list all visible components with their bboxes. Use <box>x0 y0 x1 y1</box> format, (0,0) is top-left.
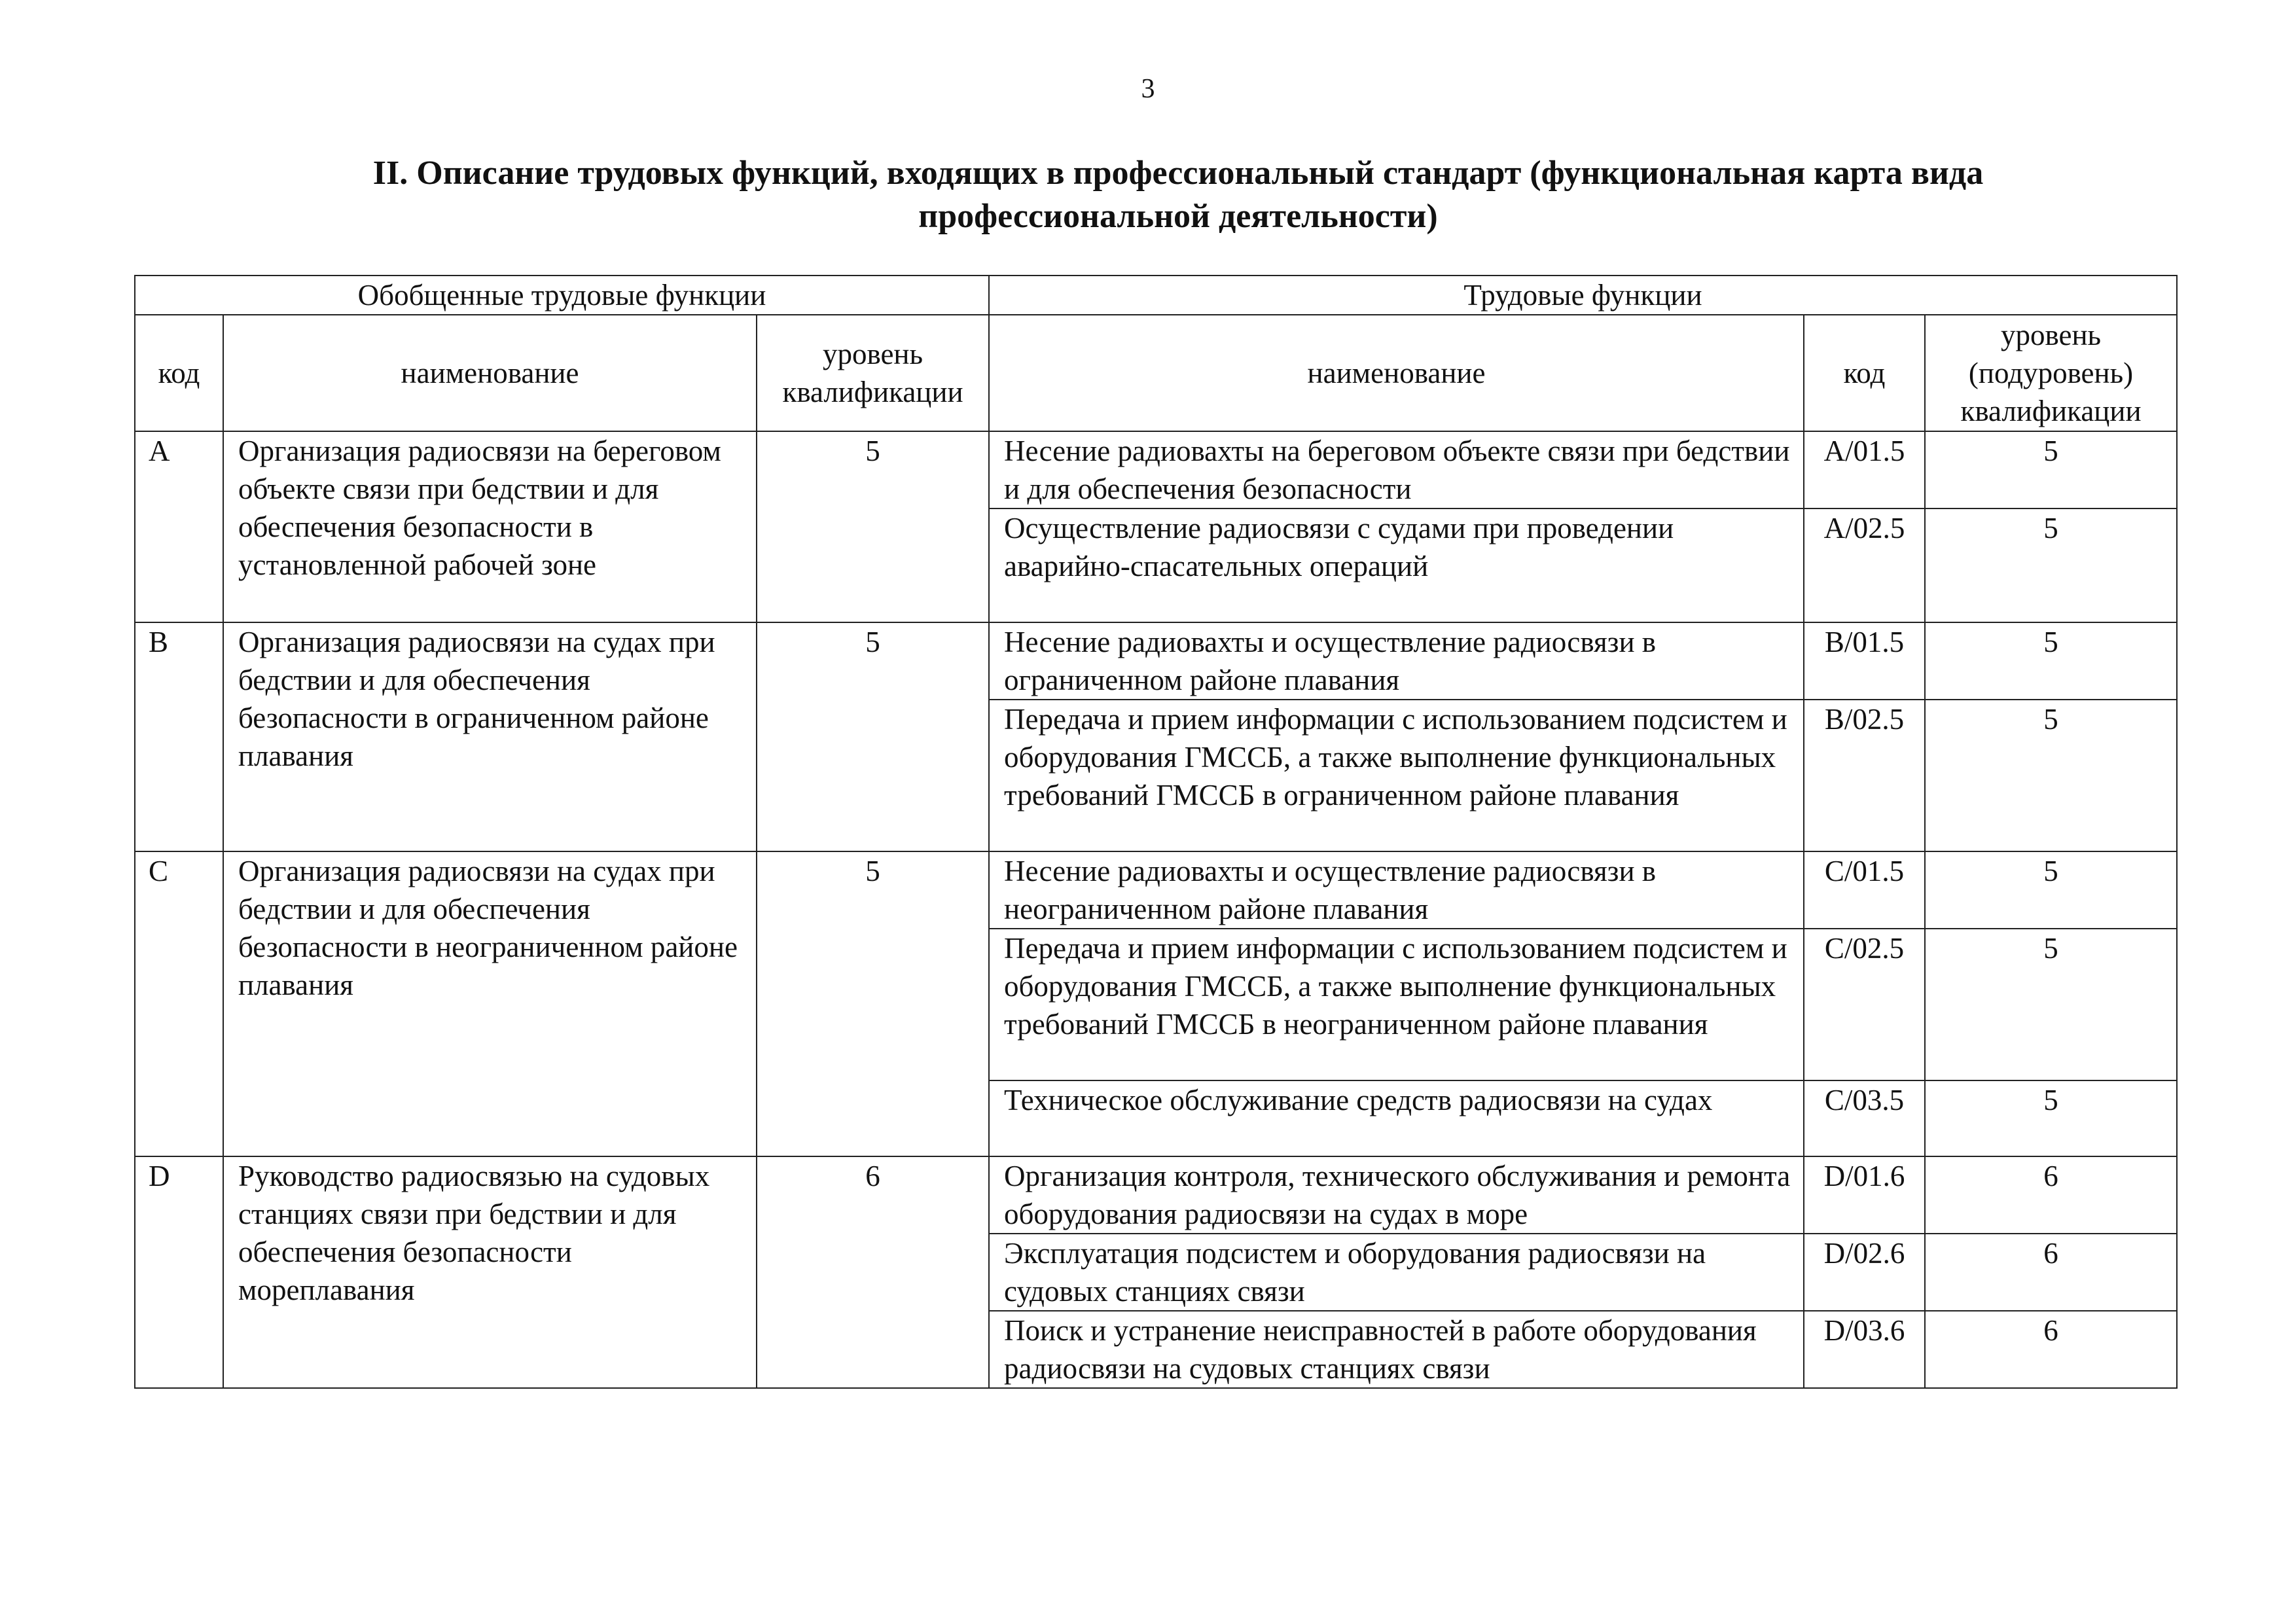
lf-code-c-01: C/01.5 <box>1804 851 1925 929</box>
lf-name-c-01: Несение радиовахты и осуществление радиосвязи в неограниченном районе плавания <box>989 851 1804 929</box>
column-header-level: уровень квалификации <box>757 315 989 431</box>
lf-level-c-01: 5 <box>1925 851 2177 929</box>
lf-code-a-01: A/01.5 <box>1804 431 1925 508</box>
lf-name-c-02: Передача и прием информации с использованием подсистем и оборудования ГМССБ, а также выполнение функциональных требований ГМССБ в неограниченном районе плавания <box>989 929 1804 1080</box>
gf-name-b: Организация радиосвязи на судах при бедствии и для обеспечения безопасности в ограниченном районе плавания <box>223 622 757 851</box>
lf-name-a-02: Осуществление радиосвязи с судами при проведении аварийно-спасательных операций <box>989 508 1804 622</box>
gf-level-a: 5 <box>757 431 989 622</box>
gf-name-c: Организация радиосвязи на судах при бедствии и для обеспечения безопасности в неограниченном районе плавания <box>223 851 757 1156</box>
lf-level-a-01: 5 <box>1925 431 2177 508</box>
column-header-sublevel: уровень (подуровень) квалификации <box>1925 315 2177 431</box>
lf-code-b-01: B/01.5 <box>1804 622 1925 700</box>
lf-level-a-02: 5 <box>1925 508 2177 622</box>
gf-code-a: A <box>135 431 223 622</box>
lf-level-b-02: 5 <box>1925 700 2177 851</box>
gf-code-d: D <box>135 1156 223 1388</box>
gf-level-d: 6 <box>757 1156 989 1388</box>
lf-level-d-03: 6 <box>1925 1311 2177 1388</box>
lf-level-c-02: 5 <box>1925 929 2177 1080</box>
lf-code-c-02: C/02.5 <box>1804 929 1925 1080</box>
lf-name-d-03: Поиск и устранение неисправностей в работе оборудования радиосвязи на судовых станциях связи <box>989 1311 1804 1388</box>
header-labor-functions: Трудовые функции <box>989 276 2177 315</box>
lf-code-d-02: D/02.6 <box>1804 1234 1925 1311</box>
lf-code-c-03: C/03.5 <box>1804 1080 1925 1156</box>
lf-level-c-03: 5 <box>1925 1080 2177 1156</box>
lf-code-a-02: A/02.5 <box>1804 508 1925 622</box>
lf-code-d-03: D/03.6 <box>1804 1311 1925 1388</box>
lf-name-d-02: Эксплуатация подсистем и оборудования радиосвязи на судовых станциях связи <box>989 1234 1804 1311</box>
lf-name-b-02: Передача и прием информации с использованием подсистем и оборудования ГМССБ, а также выполнение функциональных требований ГМССБ в ограниченном районе плавания <box>989 700 1804 851</box>
column-header-name: наименование <box>223 315 757 431</box>
column-header-code: код <box>135 315 223 431</box>
header-generalized-functions: Обобщенные трудовые функции <box>135 276 989 315</box>
lf-name-b-01: Несение радиовахты и осуществление радиосвязи в ограниченном районе плавания <box>989 622 1804 700</box>
lf-name-d-01: Организация контроля, технического обслуживания и ремонта оборудования радиосвязи на судах в море <box>989 1156 1804 1234</box>
gf-name-a: Организация радиосвязи на береговом объекте связи при бедствии и для обеспечения безопасности в установленной рабочей зоне <box>223 431 757 622</box>
page-number: 3 <box>1141 74 1155 104</box>
lf-level-d-01: 6 <box>1925 1156 2177 1234</box>
lf-name-c-03: Техническое обслуживание средств радиосвязи на судах <box>989 1080 1804 1156</box>
lf-level-d-02: 6 <box>1925 1234 2177 1311</box>
gf-name-d: Руководство радиосвязью на судовых станциях связи при бедствии и для обеспечения безопасности мореплавания <box>223 1156 757 1388</box>
page-title <box>196 152 2160 238</box>
column-header-labor-code: код <box>1804 315 1925 431</box>
functional-map-table <box>134 275 2178 1389</box>
lf-code-d-01: D/01.6 <box>1804 1156 1925 1234</box>
lf-name-a-01: Несение радиовахты на береговом объекте связи при бедствии и для обеспечения безопасности <box>989 431 1804 508</box>
gf-code-b: B <box>135 622 223 851</box>
gf-level-c: 5 <box>757 851 989 1156</box>
column-header-labor-name: наименование <box>989 315 1804 431</box>
lf-code-b-02: B/02.5 <box>1804 700 1925 851</box>
page-title-line-2: профессиональной деятельности) <box>918 198 1438 235</box>
lf-level-b-01: 5 <box>1925 622 2177 700</box>
page-title-line-1: II. Описание трудовых функций, входящих в профессиональный стандарт (функциональная карта вида <box>372 154 1984 192</box>
gf-level-b: 5 <box>757 622 989 851</box>
gf-code-c: C <box>135 851 223 1156</box>
